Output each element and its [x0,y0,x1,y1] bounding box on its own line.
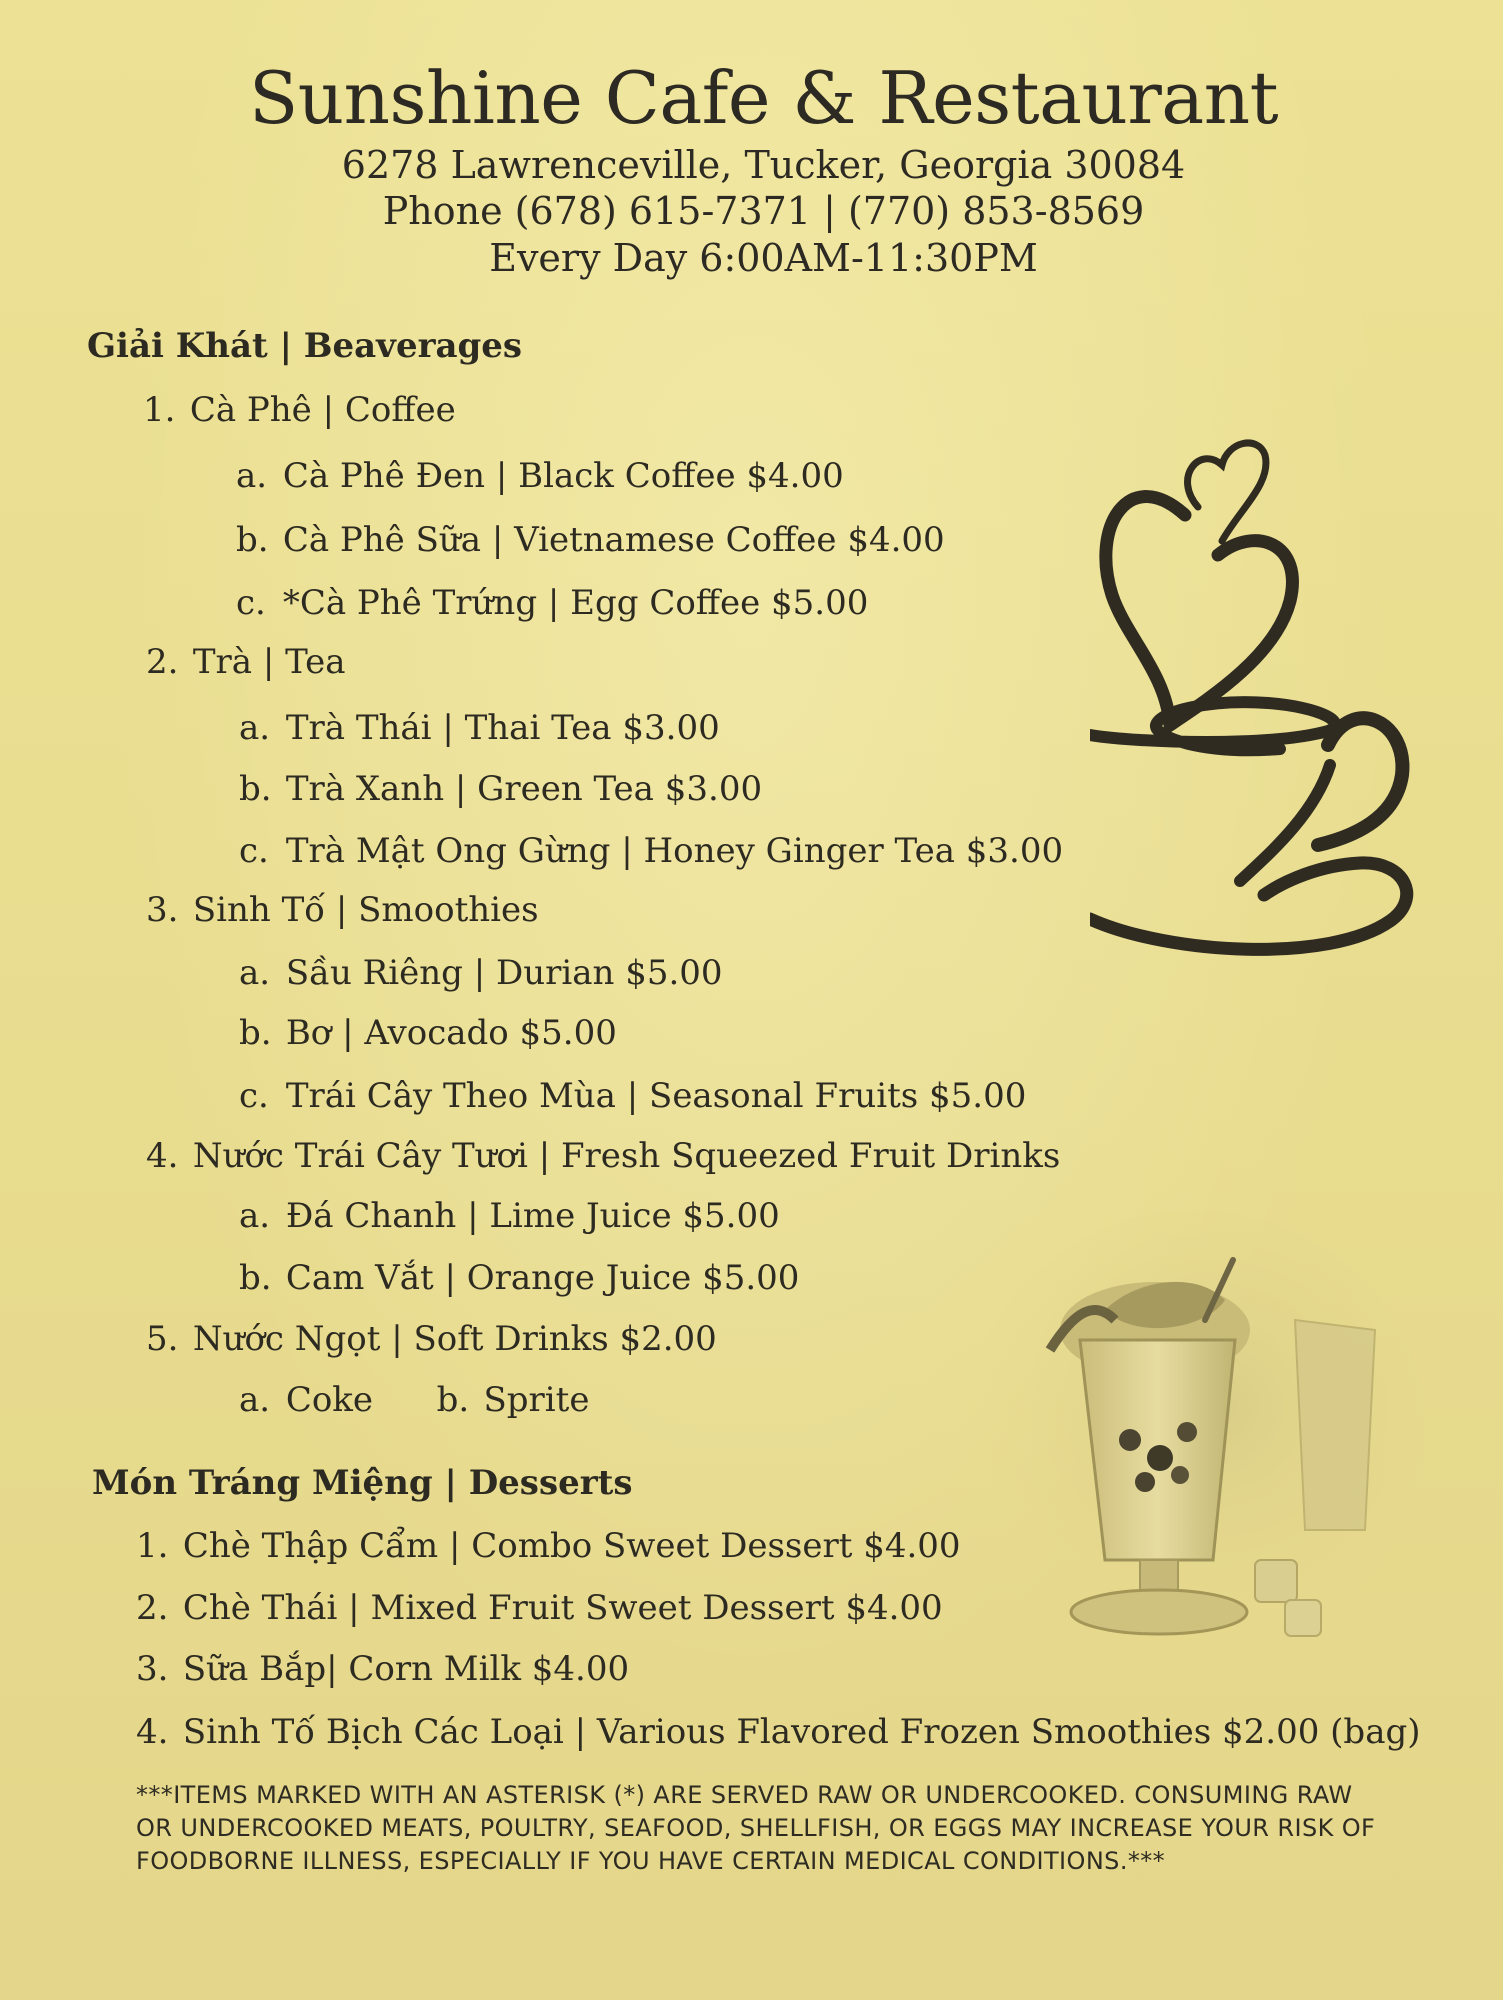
raw-food-warning: ***ITEMS MARKED WITH AN ASTERISK (*) ARE SERVED RAW OR UNDERCOOKED. CONSUMING RAW OR UNDERCOOKED MEATS, POULTRY, SEAFOOD, SHELLFISH, OR EGGS MAY INCREASE YOUR RISK OF FOODBORNE ILLNESS, ESPECIALLY IF YOU HAVE CERTAIN MEDICAL CONDITIONS.*** [136,1781,1376,1875]
restaurant-hours [0,236,1503,280]
item-number: 4. [136,1712,169,1752]
item-text: Sữa Bắp| Corn Milk $4.00 [182,1649,630,1689]
restaurant-address [0,143,1503,187]
menu-item [136,1712,1421,1752]
item-marker: c. [239,831,269,871]
item-marker: a. [239,708,271,748]
option-text: Sprite [483,1380,590,1420]
item-number: 1. [136,1526,169,1566]
item-text: Trái Cây Theo Mùa | Seasonal Fruits $5.00 [285,1076,1027,1116]
category-number: 1. [143,390,176,430]
item-marker: b. [239,769,272,809]
menu-item [136,1649,630,1689]
category-label: Sinh Tố | Smoothies [192,890,539,930]
category-tea [146,642,346,682]
item-marker: c. [236,583,266,623]
category-number: 4. [146,1136,179,1176]
menu-item [239,708,720,748]
restaurant-name [0,56,1503,140]
category-number: 2. [146,642,179,682]
restaurant-phone [0,189,1503,233]
menu-item [239,1196,780,1236]
item-text: Trà Mật Ong Gừng | Honey Ginger Tea $3.00 [285,831,1064,871]
item-marker: b. [239,1013,272,1053]
category-label: Trà | Tea [192,642,346,682]
item-text: Đá Chanh | Lime Juice $5.00 [285,1196,780,1236]
coffee-cup-illustration [1090,425,1420,965]
menu-item [239,831,1064,871]
category-coffee [143,390,456,430]
desserts-heading: Món Tráng Miệng | Desserts [92,1463,633,1503]
item-number: 3. [136,1649,169,1689]
category-number: 5. [146,1319,179,1359]
item-text: Bơ | Avocado $5.00 [285,1013,617,1053]
option-text: Coke [285,1380,374,1420]
menu-item [239,1013,617,1053]
restaurant-address-text: 6278 Lawrenceville, Tucker, Georgia 30084 [341,143,1186,187]
category-number: 3. [146,890,179,930]
menu-item [136,1526,961,1566]
item-marker: a. [236,456,268,496]
menu-item [236,583,869,623]
dessert-glass-photo [955,1200,1425,1680]
item-text: Cam Vắt | Orange Juice $5.00 [285,1258,800,1298]
menu-item [239,953,723,993]
category-fruit-drinks [146,1136,1061,1176]
item-text: Chè Thập Cẩm | Combo Sweet Dessert $4.00 [182,1526,961,1566]
item-text: Cà Phê Đen | Black Coffee $4.00 [282,456,844,496]
menu-item [236,456,844,496]
item-text: Trà Thái | Thai Tea $3.00 [285,708,720,748]
option-marker: b. [436,1380,470,1420]
category-label: Cà Phê | Coffee [189,390,456,430]
item-text: Chè Thái | Mixed Fruit Sweet Dessert $4.00 [182,1588,943,1628]
menu-item [239,1076,1027,1116]
category-smoothies [146,890,539,930]
restaurant-hours-text: Every Day 6:00AM-11:30PM [489,236,1038,280]
item-marker: b. [239,1258,272,1298]
category-label: Nước Trái Cây Tươi | Fresh Squeezed Fruit Drinks [192,1136,1061,1176]
menu-item [239,769,763,809]
item-text: Cà Phê Sữa | Vietnamese Coffee $4.00 [282,520,945,560]
restaurant-name-text: Sunshine Cafe & Restaurant [248,56,1279,140]
beverages-heading: Giải Khát | Beaverages [87,326,523,366]
item-marker: a. [239,953,271,993]
menu-item [236,520,945,560]
item-marker: a. [239,1196,271,1236]
menu-item [136,1588,943,1628]
item-marker: b. [236,520,269,560]
item-text: Sầu Riêng | Durian $5.00 [285,953,723,993]
restaurant-phone-text: Phone (678) 615-7371 | (770) 853-8569 [382,189,1145,233]
item-text: Trà Xanh | Green Tea $3.00 [285,769,763,809]
menu-item [239,1258,800,1298]
item-number: 2. [136,1588,169,1628]
item-text: *Cà Phê Trứng | Egg Coffee $5.00 [282,583,869,623]
category-label: Nước Ngọt | Soft Drinks $2.00 [192,1319,717,1359]
option-marker: a. [239,1380,271,1420]
soft-drink-options [239,1380,590,1420]
category-soft-drinks [146,1319,717,1359]
item-marker: c. [239,1076,269,1116]
item-text: Sinh Tố Bịch Các Loại | Various Flavored Frozen Smoothies $2.00 (bag) [182,1712,1421,1752]
